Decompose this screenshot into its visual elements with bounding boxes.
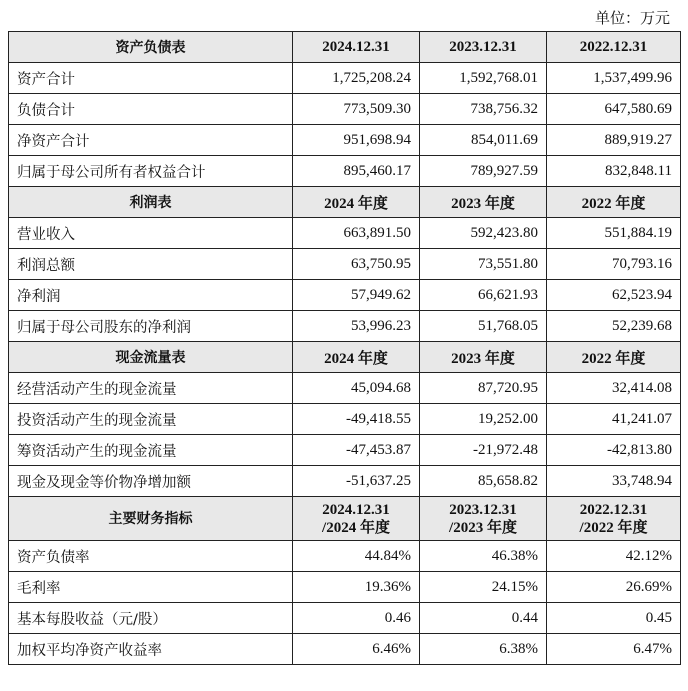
table-row (9, 280, 681, 311)
section-title: 资产负债表 (9, 32, 293, 63)
cell-value: -42,813.80 (547, 435, 681, 466)
cell-value: 0.45 (547, 603, 681, 634)
cell-value: 66,621.93 (420, 280, 547, 311)
cell-value: 663,891.50 (293, 218, 420, 249)
row-label: 归属于母公司所有者权益合计 (9, 156, 293, 187)
table-row (9, 634, 681, 665)
cell-value: 19,252.00 (420, 404, 547, 435)
period-header: 2024 年度 (293, 187, 420, 218)
section-title: 主要财务指标 (9, 497, 293, 541)
period-header (293, 497, 420, 541)
cell-value: 85,658.82 (420, 466, 547, 497)
cell-value: 46.38% (420, 541, 547, 572)
row-label: 毛利率 (9, 572, 293, 603)
cell-value: 26.69% (547, 572, 681, 603)
cell-value: 738,756.32 (420, 94, 547, 125)
cell-value: -49,418.55 (293, 404, 420, 435)
cell-value: -51,637.25 (293, 466, 420, 497)
cell-value: 0.44 (420, 603, 547, 634)
table-row (9, 404, 681, 435)
row-label: 经营活动产生的现金流量 (9, 373, 293, 404)
table-row (9, 603, 681, 634)
cell-value: 889,919.27 (547, 125, 681, 156)
section-header-balance-sheet (9, 32, 681, 63)
cell-value: 789,927.59 (420, 156, 547, 187)
cell-value: 6.38% (420, 634, 547, 665)
cell-value: 551,884.19 (547, 218, 681, 249)
cell-value: 1,537,499.96 (547, 63, 681, 94)
section-title: 利润表 (9, 187, 293, 218)
row-label: 资产合计 (9, 63, 293, 94)
section-header-income-statement (9, 187, 681, 218)
table-row (9, 572, 681, 603)
cell-value: 592,423.80 (420, 218, 547, 249)
table-row (9, 94, 681, 125)
cell-value: 24.15% (420, 572, 547, 603)
table-row (9, 249, 681, 280)
table-row (9, 373, 681, 404)
cell-value: 57,949.62 (293, 280, 420, 311)
table-row (9, 466, 681, 497)
cell-value: 45,094.68 (293, 373, 420, 404)
cell-value: 773,509.30 (293, 94, 420, 125)
cell-value: 0.46 (293, 603, 420, 634)
cell-value: 52,239.68 (547, 311, 681, 342)
table-row (9, 125, 681, 156)
table-row (9, 435, 681, 466)
period-date: 2022.12.31 (579, 501, 648, 518)
cell-value: -21,972.48 (420, 435, 547, 466)
period-header: 2024 年度 (293, 342, 420, 373)
period-header: 2022.12.31 (547, 32, 681, 63)
cell-value: 33,748.94 (547, 466, 681, 497)
row-label: 归属于母公司股东的净利润 (9, 311, 293, 342)
section-title: 现金流量表 (9, 342, 293, 373)
unit-label: 单位：万元 (594, 9, 670, 27)
table-row (9, 541, 681, 572)
row-label: 利润总额 (9, 249, 293, 280)
row-label: 基本每股收益（元/股） (9, 603, 293, 634)
period-header (547, 497, 681, 541)
period-year: /2024 年度 (322, 519, 390, 536)
financial-summary-table (8, 31, 681, 665)
cell-value: 73,551.80 (420, 249, 547, 280)
table-row (9, 311, 681, 342)
row-label: 投资活动产生的现金流量 (9, 404, 293, 435)
period-header: 2023 年度 (420, 342, 547, 373)
section-header-cash-flow (9, 342, 681, 373)
period-header: 2023.12.31 (420, 32, 547, 63)
row-label: 加权平均净资产收益率 (9, 634, 293, 665)
period-date: 2023.12.31 (449, 501, 517, 518)
cell-value: 6.47% (547, 634, 681, 665)
cell-value: 19.36% (293, 572, 420, 603)
cell-value: 854,011.69 (420, 125, 547, 156)
cell-value: 51,768.05 (420, 311, 547, 342)
period-date: 2024.12.31 (322, 501, 390, 518)
period-year: /2022 年度 (579, 519, 648, 536)
cell-value: 41,241.07 (547, 404, 681, 435)
period-header: 2024.12.31 (293, 32, 420, 63)
cell-value: 1,725,208.24 (293, 63, 420, 94)
cell-value: 42.12% (547, 541, 681, 572)
period-header: 2022 年度 (547, 342, 681, 373)
cell-value: 895,460.17 (293, 156, 420, 187)
period-year: /2023 年度 (449, 519, 517, 536)
cell-value: -47,453.87 (293, 435, 420, 466)
cell-value: 63,750.95 (293, 249, 420, 280)
row-label: 资产负债率 (9, 541, 293, 572)
cell-value: 44.84% (293, 541, 420, 572)
cell-value: 1,592,768.01 (420, 63, 547, 94)
table-row (9, 63, 681, 94)
row-label: 净利润 (9, 280, 293, 311)
row-label: 净资产合计 (9, 125, 293, 156)
period-header: 2023 年度 (420, 187, 547, 218)
section-header-key-indicators (9, 497, 681, 541)
cell-value: 832,848.11 (547, 156, 681, 187)
period-header: 2022 年度 (547, 187, 681, 218)
cell-value: 70,793.16 (547, 249, 681, 280)
cell-value: 62,523.94 (547, 280, 681, 311)
cell-value: 53,996.23 (293, 311, 420, 342)
cell-value: 87,720.95 (420, 373, 547, 404)
row-label: 筹资活动产生的现金流量 (9, 435, 293, 466)
row-label: 营业收入 (9, 218, 293, 249)
cell-value: 32,414.08 (547, 373, 681, 404)
table-row (9, 218, 681, 249)
cell-value: 951,698.94 (293, 125, 420, 156)
row-label: 负债合计 (9, 94, 293, 125)
cell-value: 6.46% (293, 634, 420, 665)
cell-value: 647,580.69 (547, 94, 681, 125)
table-row (9, 156, 681, 187)
period-header (420, 497, 547, 541)
row-label: 现金及现金等价物净增加额 (9, 466, 293, 497)
